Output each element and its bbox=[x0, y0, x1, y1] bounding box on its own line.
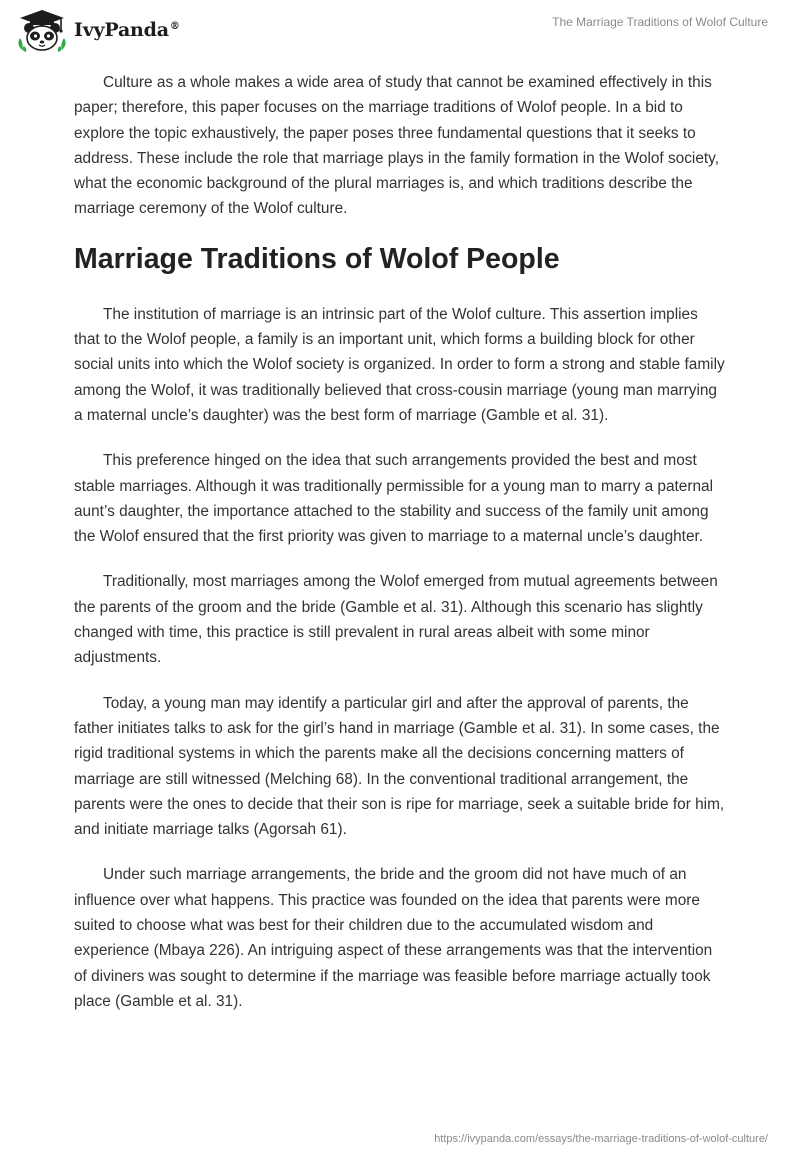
body-paragraph: Under such marriage arrangements, the bride and the groom did not have much of an influence over what happens. This practice was founded on the idea that parents were more suited to choose what was best for their children due to the accumulated wisdom and experience (Mbaya 226). An intriguing aspect of these arrangements was that the intervention of diviners was sought to determine if the marriage was feasible before marriage actually took place (Gamble et al. 31). bbox=[74, 866, 713, 1010]
essay-content bbox=[74, 70, 726, 1034]
page-header bbox=[0, 0, 800, 60]
registered-mark: ® bbox=[169, 20, 180, 32]
section-heading: Marriage Traditions of Wolof People bbox=[74, 242, 560, 275]
body-paragraph: This preference hinged on the idea that such arrangements provided the best and most stable marriages. Although it was traditionally permissible for a young man to marry a paternal aunt’s daughter, the importance attached to the stability and success of the family unit among the Wolof ensured that the first priority was given to marriage to a maternal uncle’s daughter. bbox=[74, 452, 714, 546]
brand-name: IvyPanda® bbox=[74, 19, 180, 41]
body-paragraph: Today, a young man may identify a particular girl and after the approval of parents, the father initiates talks to ask for the girl’s hand in marriage (Gamble et al. 31). In some cases, the rigid traditional systems in which the parents make all the decisions concerning matters of marriage are still witnessed (Melching 68). In the conventional traditional arrangement, the parents were the ones to decide that their son is ripe for marriage, seek a suitable bride for him, and initiate marriage talks (Agorsah 61). bbox=[74, 694, 725, 839]
brand-logo[interactable] bbox=[14, 8, 180, 52]
intro-paragraph: Culture as a whole makes a wide area of study that cannot be examined effectively in this paper; therefore, this paper focuses on the marriage traditions of Wolof people. In a bid to explore the topic exhaustively, the paper poses three fundamental questions that it seeks to address. These include the role that marriage plays in the family formation in the Wolof society, what the economic background of the plural marriages is, and which traditions describe the marriage ceremony of the Wolof culture. bbox=[74, 74, 720, 218]
body-paragraph: The institution of marriage is an intrinsic part of the Wolof culture. This assertion implies that to the Wolof people, a family is an important unit, which forms a building block for other social units into which the Wolof society is organized. In order to form a strong and stable family among the Wolof, it was traditionally believed that cross-cousin marriage (young man marrying a maternal uncle’s daughter) was the best form of marriage (Gamble et al. 31). bbox=[74, 305, 725, 424]
panda-logo-icon bbox=[14, 8, 70, 52]
source-url[interactable]: https://ivypanda.com/essays/the-marriage-traditions-of-wolof-culture/ bbox=[434, 1133, 768, 1145]
body-paragraph: Traditionally, most marriages among the Wolof emerged from mutual agreements between the parents of the groom and the bride (Gamble et al. 31). Although this scenario has slightly changed with time, this practice is still prevalent in rural areas albeit with some minor adjustments. bbox=[74, 573, 718, 667]
document-title: The Marriage Traditions of Wolof Culture bbox=[552, 15, 768, 29]
